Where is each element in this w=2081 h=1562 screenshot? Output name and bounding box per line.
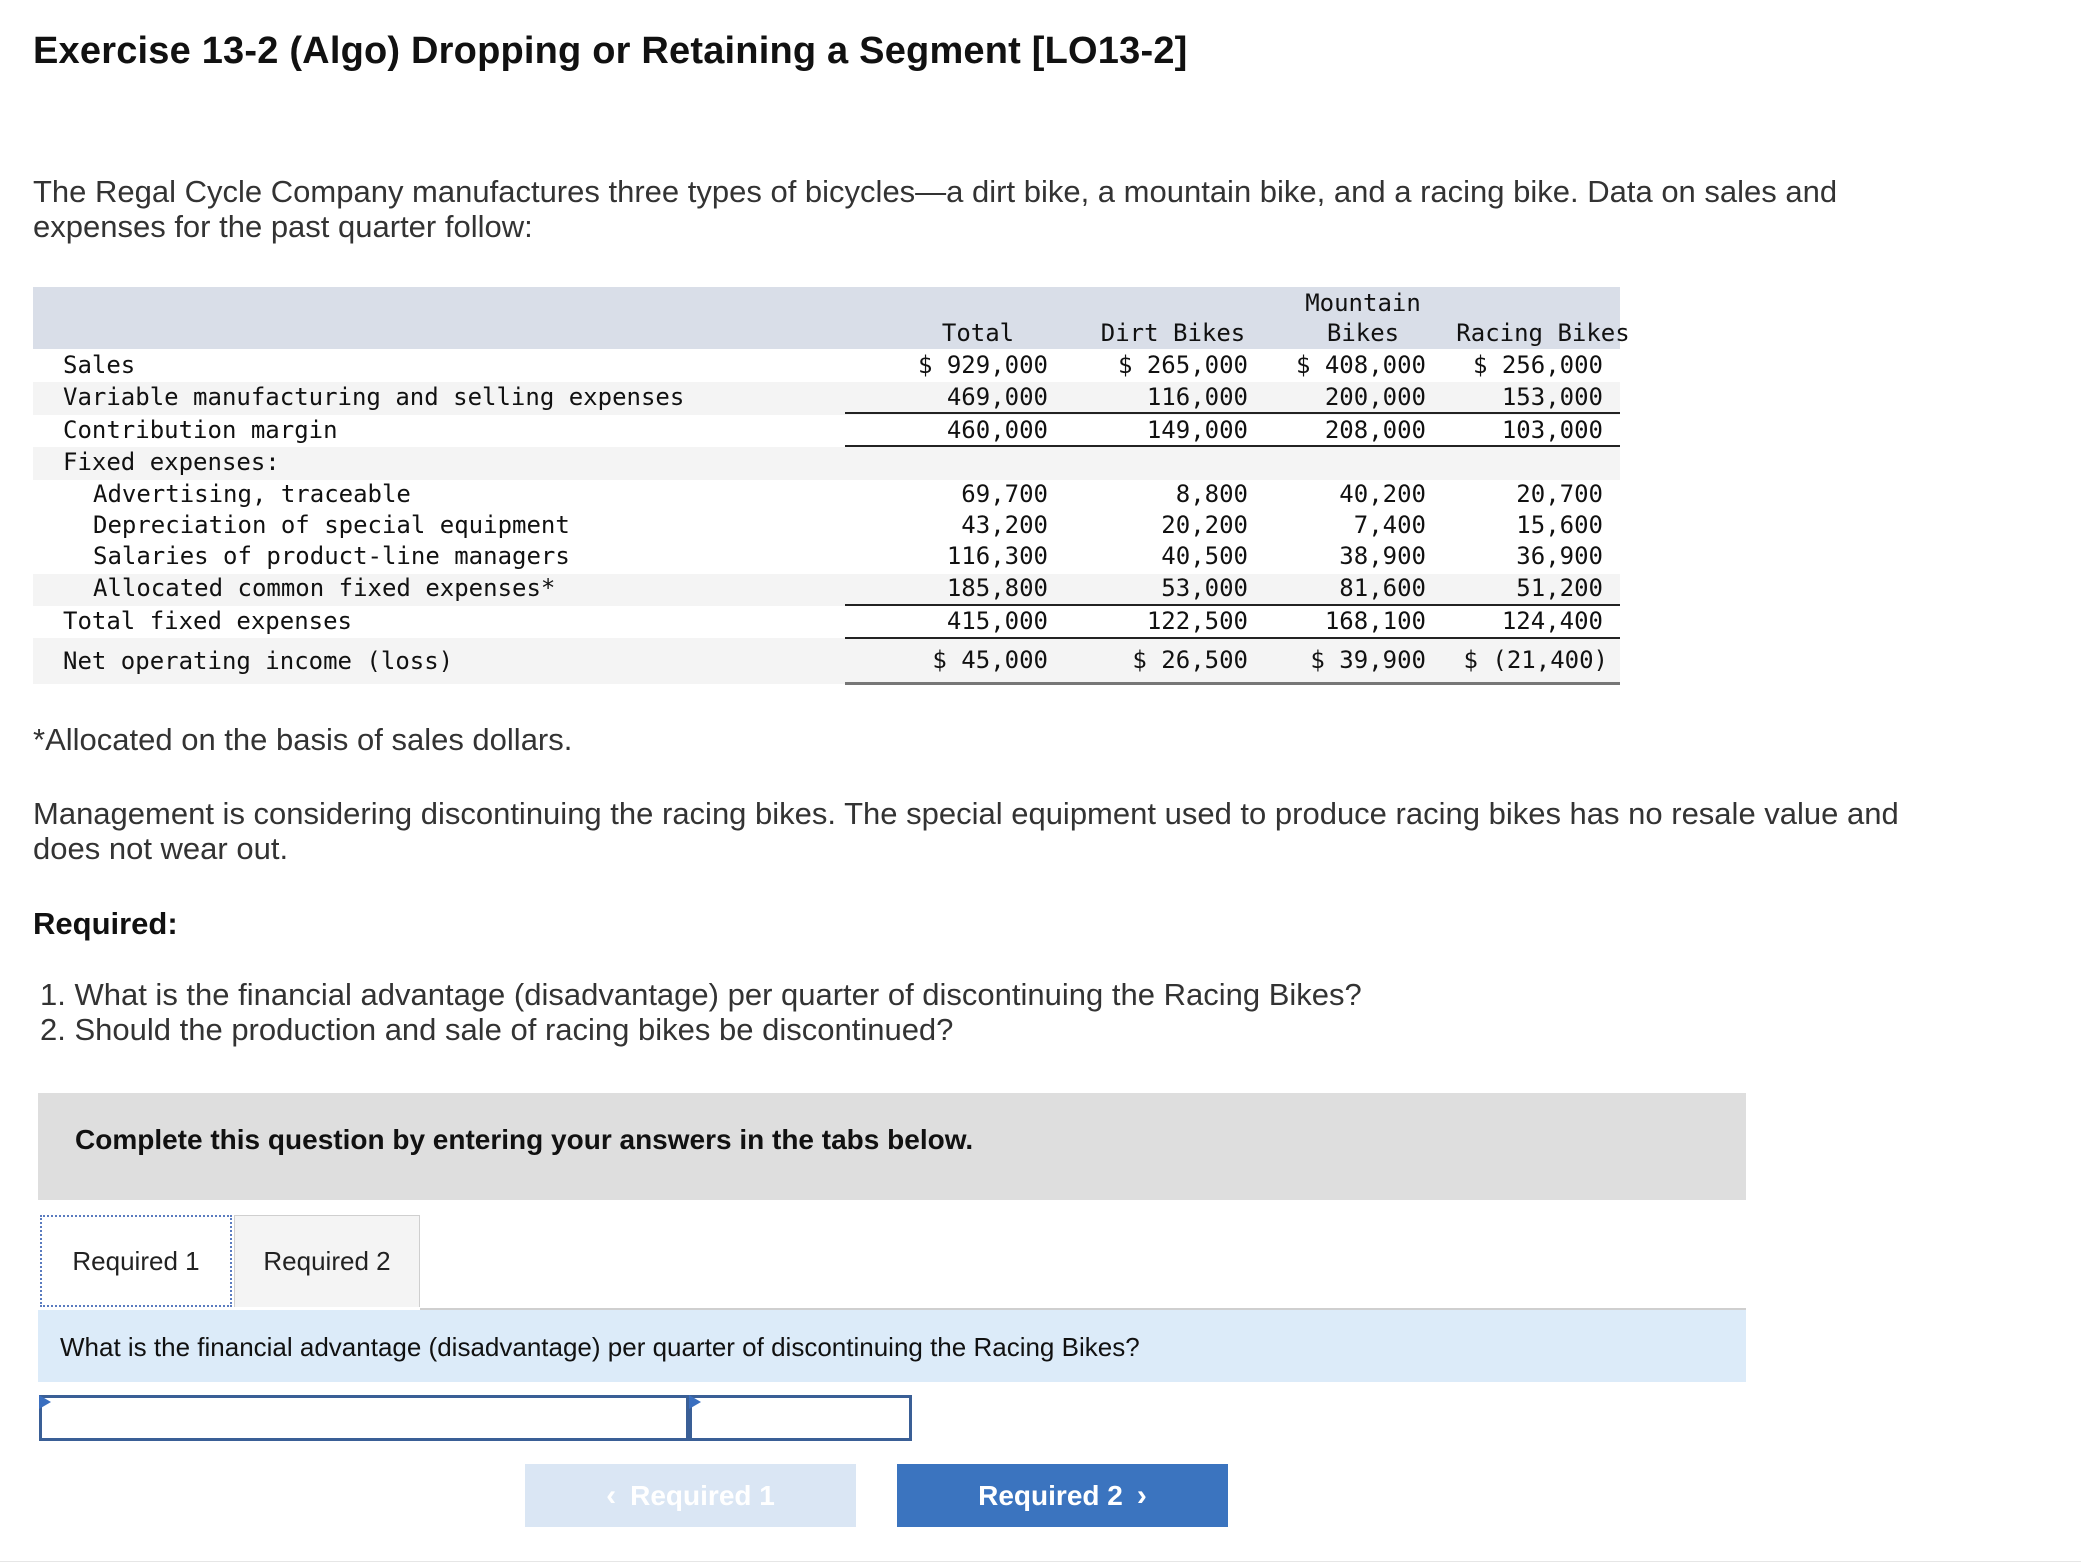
question-1: 1. What is the financial advantage (disadvantage) per quarter of discontinuing the Racing Bikes? — [40, 977, 1362, 1012]
cell-advertising-dirt: 8,800 — [1175, 480, 1248, 508]
rule-contribution — [845, 445, 1620, 447]
cell-sales-dirt: $ 265,000 — [1117, 351, 1248, 379]
active-question: What is the financial advantage (disadvantage) per quarter of discontinuing the Racing Bikes? — [60, 1332, 1140, 1362]
cell-variable-dirt: 116,000 — [1146, 383, 1248, 411]
cell-contribution-mountain: 208,000 — [1324, 416, 1426, 444]
prev-required-button[interactable] — [525, 1464, 856, 1527]
row-label-variable: Variable manufacturing and selling expenses — [63, 383, 685, 411]
row-label-fixed-heading: Fixed expenses: — [63, 448, 280, 476]
next-required-button[interactable] — [897, 1464, 1228, 1527]
cell-advertising-mountain: 40,200 — [1339, 480, 1426, 508]
prev-button-label: Required 1 — [630, 1479, 775, 1511]
col-header-racing: Racing Bikes — [1456, 319, 1630, 347]
cell-allocated-mountain: 81,600 — [1339, 574, 1426, 602]
row-label-net: Net operating income (loss) — [63, 647, 454, 675]
question-list — [40, 977, 1362, 1047]
input-flag-icon — [689, 1395, 701, 1409]
tab-required-2[interactable]: Required 2 — [234, 1215, 420, 1307]
rule-fixed-subtotal — [845, 604, 1620, 606]
segment-income-table — [33, 287, 1630, 684]
cell-allocated-total: 185,800 — [946, 574, 1048, 602]
answer-amount-input[interactable] — [689, 1395, 912, 1441]
cell-net-racing: $ (21,400) — [1463, 646, 1608, 674]
cell-advertising-racing: 20,700 — [1516, 480, 1603, 508]
rule-total-fixed — [845, 637, 1620, 639]
question-2: 2. Should the production and sale of racing bikes be discontinued? — [40, 1012, 954, 1047]
cell-variable-racing: 153,000 — [1501, 383, 1603, 411]
row-label-advertising: Advertising, traceable — [93, 480, 411, 508]
chevron-left-icon: ‹ — [606, 1478, 617, 1512]
row-label-salaries: Salaries of product-line managers — [93, 542, 570, 570]
row-label-sales: Sales — [63, 351, 136, 379]
cell-salaries-mountain: 38,900 — [1339, 542, 1426, 570]
cell-variable-total: 469,000 — [946, 383, 1048, 411]
cell-salaries-dirt: 40,500 — [1161, 542, 1248, 570]
cell-total-fixed-mountain: 168,100 — [1324, 607, 1426, 635]
cell-total-fixed-racing: 124,400 — [1501, 607, 1603, 635]
col-header-mountain-1: Mountain — [1305, 289, 1421, 317]
cell-net-total: $ 45,000 — [932, 646, 1048, 674]
cell-contribution-racing: 103,000 — [1501, 416, 1603, 444]
cell-net-dirt: $ 26,500 — [1132, 646, 1248, 674]
row-label-total-fixed: Total fixed expenses — [63, 607, 352, 635]
cell-depreciation-dirt: 20,200 — [1161, 511, 1248, 539]
cell-allocated-racing: 51,200 — [1516, 574, 1603, 602]
chevron-right-icon: › — [1136, 1478, 1147, 1512]
cell-depreciation-racing: 15,600 — [1516, 511, 1603, 539]
cell-net-mountain: $ 39,900 — [1310, 646, 1426, 674]
cell-depreciation-total: 43,200 — [961, 511, 1048, 539]
instructions-text: Complete this question by entering your answers in the tabs below. — [75, 1124, 974, 1155]
row-label-allocated: Allocated common fixed expenses* — [93, 574, 556, 602]
cell-salaries-racing: 36,900 — [1516, 542, 1603, 570]
tab-required-1[interactable]: Required 1 — [40, 1215, 232, 1307]
cell-sales-total: $ 929,000 — [917, 351, 1048, 379]
cell-variable-mountain: 200,000 — [1324, 383, 1426, 411]
cell-contribution-dirt: 149,000 — [1146, 416, 1248, 444]
row-label-contribution: Contribution margin — [63, 416, 338, 444]
col-header-mountain-2: Bikes — [1326, 319, 1400, 347]
rule-subtotal — [845, 412, 1620, 414]
table-footnote: *Allocated on the basis of sales dollars. — [33, 722, 573, 757]
cell-depreciation-mountain: 7,400 — [1353, 511, 1426, 539]
cell-advertising-total: 69,700 — [961, 480, 1048, 508]
cell-allocated-dirt: 53,000 — [1161, 574, 1248, 602]
cell-sales-mountain: $ 408,000 — [1295, 351, 1426, 379]
required-heading: Required: — [33, 906, 178, 941]
page-title: Exercise 13-2 (Algo) Dropping or Retaining a Segment [LO13-2] — [33, 30, 1188, 72]
cell-salaries-total: 116,300 — [946, 542, 1048, 570]
row-label-depreciation: Depreciation of special equipment — [93, 511, 570, 539]
col-header-total: Total — [941, 319, 1015, 347]
col-header-dirt: Dirt Bikes — [1100, 319, 1246, 347]
cell-total-fixed-total: 415,000 — [946, 607, 1048, 635]
dropdown-flag-icon — [39, 1395, 51, 1409]
answer-label-input[interactable] — [39, 1395, 689, 1441]
cell-sales-racing: $ 256,000 — [1472, 351, 1603, 379]
cell-total-fixed-dirt: 122,500 — [1146, 607, 1248, 635]
management-text: Management is considering discontinuing the racing bikes. The special equipment used to produce racing bikes has no resale value and does not wear out. — [33, 796, 1899, 866]
next-button-label: Required 2 — [978, 1479, 1123, 1511]
intro-text: The Regal Cycle Company manufactures three types of bicycles—a dirt bike, a mountain bike, and a racing bike. Data on sales and expenses for the past quarter follow: — [33, 174, 1838, 244]
cell-contribution-total: 460,000 — [946, 416, 1048, 444]
rule-net — [845, 682, 1620, 685]
